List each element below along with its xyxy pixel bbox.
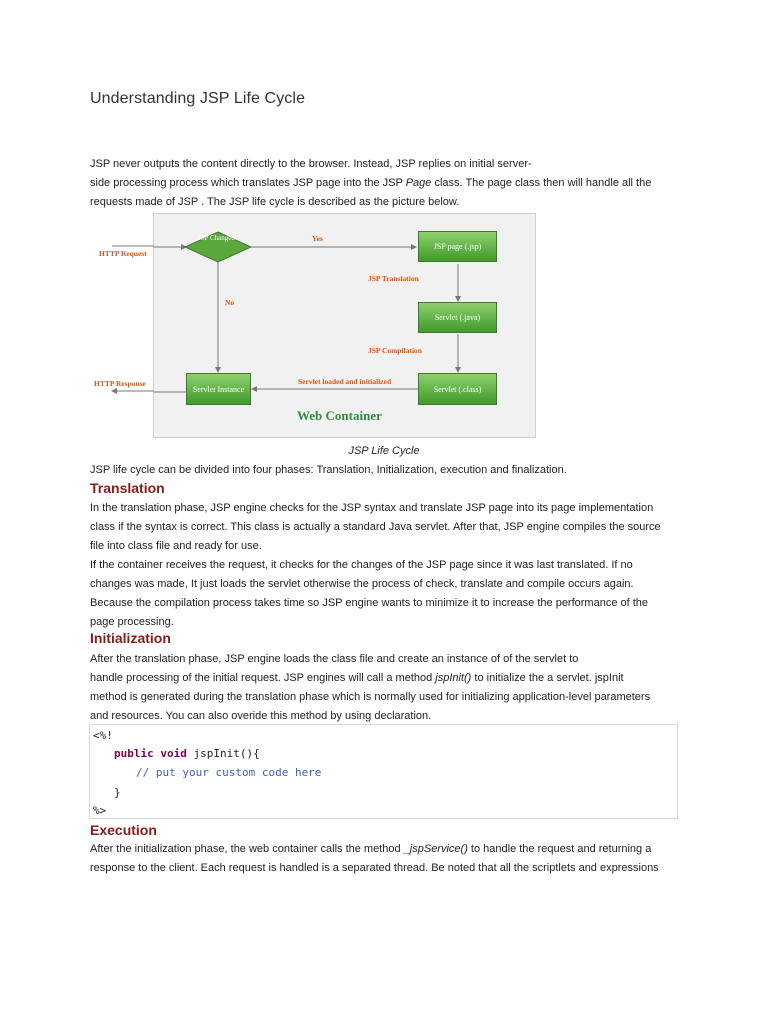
code-close-tag: %> [93, 804, 107, 817]
translation-line: file into class file and ready for use. [90, 540, 262, 552]
page-title: Understanding JSP Life Cycle [90, 90, 306, 107]
translation-line: If the container receives the request, it checks for the changes of the JSP page since it was last translated. If no [90, 559, 633, 571]
jsp-compilation-label: JSP Compilation [368, 346, 422, 355]
initialization-paragraph [90, 650, 690, 726]
servlet-instance-box: Servlet Instance [186, 373, 251, 405]
http-response-label: HTTP Response [94, 379, 146, 388]
page-class-term: Page [405, 177, 432, 189]
servlet-java-box: Servlet (.java) [418, 302, 497, 333]
code-comment: // put your custom code here [136, 766, 322, 779]
initialization-text: to initialize the a servlet. jspInit [471, 672, 624, 684]
http-request-label: HTTP Request [99, 249, 147, 258]
diagram-caption: JSP Life Cycle [348, 445, 420, 457]
yes-label: Yes [312, 234, 323, 243]
intro-line-2 [90, 174, 690, 193]
jsp-translation-label: JSP Translation [368, 274, 419, 283]
external-arrows [108, 240, 156, 400]
translation-line: Because the compilation process takes time so JSP engine wants to minimize it to increase the performance of the [90, 597, 649, 609]
jspinit-term: jspInit() [435, 672, 472, 684]
intro-text: class. The page class then will handle all the [431, 177, 652, 189]
initialization-line: and resources. You can also overide this method by using declaration. [90, 710, 432, 722]
initialization-line: After the translation phase, JSP engine loads the class file and create an instance of of the servlet to [90, 653, 579, 665]
intro-line-3: requests made of JSP . The JSP life cycle is described as the picture below. [90, 196, 460, 208]
servlet-class-box: Servlet (.class) [418, 373, 497, 405]
initialization-heading: Initialization [90, 630, 171, 646]
code-keyword: public void [114, 747, 187, 760]
translation-line: class if the syntax is correct. This class is actually a standard Java servlet. After that, JSP engine compiles the source [90, 521, 661, 533]
intro-line-1: JSP never outputs the content directly to the browser. Instead, JSP replies on initial server- [90, 158, 532, 170]
code-open-tag: <%! [93, 729, 113, 742]
jsp-lifecycle-diagram [153, 213, 536, 438]
jsp-page-box: JSP page (.jsp) [418, 231, 497, 262]
execution-line: response to the client. Each request is handled is a separated thread. Be noted that all the scriptlets and expressions [90, 862, 659, 874]
initialization-line [90, 669, 690, 688]
initialization-line: method is generated during the translation phase which is normally used for initializing application-level parameters [90, 691, 651, 703]
web-container-label: Web Container [297, 408, 382, 423]
translation-line: In the translation phase, JSP engine checks for the JSP syntax and translate JSP page into its page implementation [90, 502, 654, 514]
code-function: jspInit(){ [186, 747, 260, 760]
execution-heading: Execution [90, 822, 157, 838]
code-close-brace: } [114, 786, 121, 799]
loaded-label: Servlet loaded and initialized [298, 377, 392, 386]
phases-line: JSP life cycle can be divided into four phases: Translation, Initialization, execution and finalization. [90, 464, 567, 476]
initialization-text: handle processing of the initial request. JSP engines will call a method [90, 672, 436, 684]
code-block [89, 724, 678, 819]
translation-paragraph [90, 499, 690, 632]
execution-text: After the initialization phase, the web container calls the method [90, 843, 404, 855]
translation-line: changes was made, It just loads the servlet otherwise the process of check, translate and compile occurs again. [90, 578, 634, 590]
jspservice-term: _jspService() [403, 843, 468, 855]
code-signature [114, 747, 260, 760]
no-label: No [225, 298, 235, 307]
intro-paragraph [90, 155, 690, 212]
translation-heading: Translation [90, 480, 165, 496]
decision-label: JSP Changed? [198, 234, 238, 242]
translation-line: page processing. [90, 616, 174, 628]
execution-text: to handle the request and returning a [467, 843, 652, 855]
execution-paragraph [90, 840, 690, 878]
execution-line [90, 840, 690, 859]
intro-text: side processing process which translates JSP page into the JSP [90, 177, 406, 189]
